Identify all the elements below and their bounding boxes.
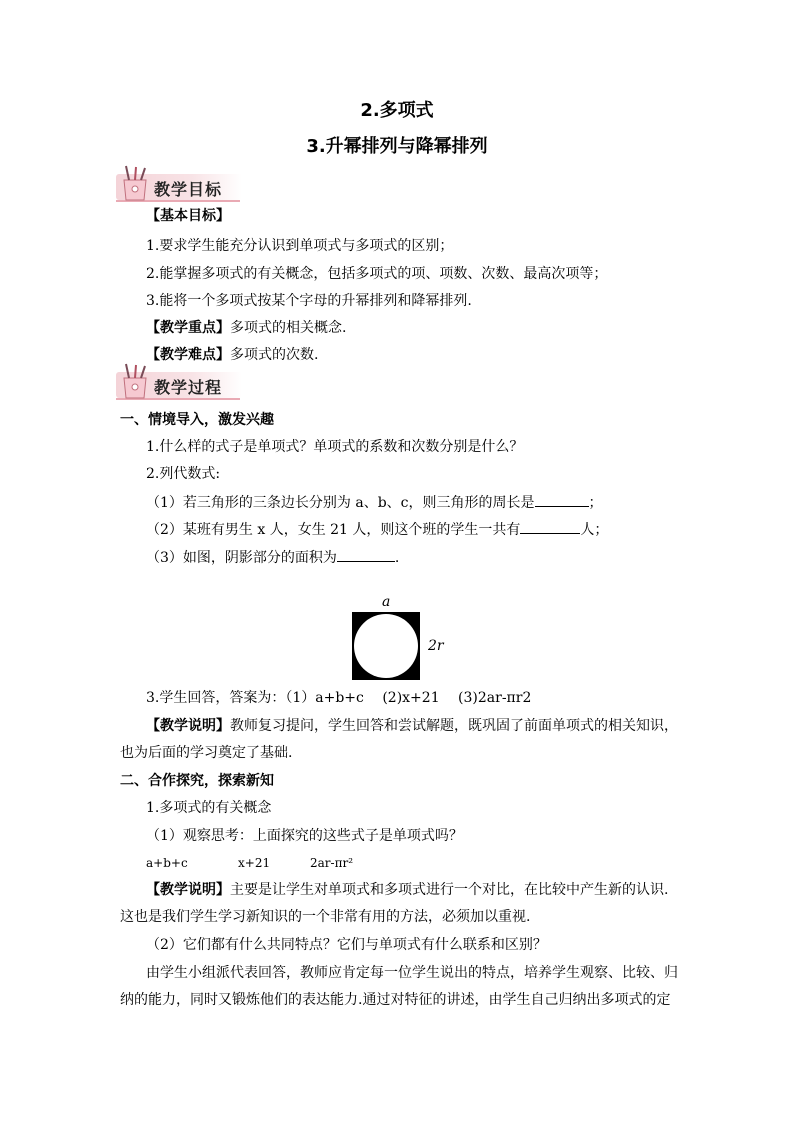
paragraph-line-2: 纳的能力，同时又锻炼他们的表达能力.通过对特征的讲述，由学生自己归纳出多项式的定 bbox=[120, 992, 671, 1008]
answer-blank bbox=[535, 492, 589, 507]
note-label: 【教学说明】 bbox=[146, 718, 230, 734]
section-header-teaching-goals bbox=[116, 174, 242, 204]
note2-text-1: 主要是让学生对单项式和多项式进行一个对比，在比较中产生新的认识. bbox=[230, 882, 669, 898]
difficult-point-line bbox=[146, 345, 318, 365]
goal-item-3: 3.能将一个多项式按某个字母的升幂排列和降幂排列. bbox=[146, 293, 472, 309]
expression-3: 2ar-πr² bbox=[310, 856, 354, 870]
section-header-label: 教学过程 bbox=[154, 378, 223, 397]
note-line-1 bbox=[146, 716, 678, 736]
question-2-2-end: 人； bbox=[580, 522, 609, 538]
question-2-3 bbox=[146, 547, 399, 568]
answer-line: 3.学生回答，答案为：（1）a+b+c (2)x+21 (3)2ar-πr2 bbox=[146, 690, 532, 706]
key-point-line bbox=[146, 318, 346, 338]
answer-blank bbox=[337, 547, 395, 562]
goal-item-1: 1.要求学生能充分认识到单项式与多项式的区别； bbox=[146, 238, 454, 254]
question-2-2 bbox=[146, 519, 608, 540]
part-1-title: 一、情境导入，激发兴趣 bbox=[120, 412, 274, 428]
basic-goal-label: 【基本目标】 bbox=[146, 208, 230, 224]
note2-line-1 bbox=[146, 880, 668, 900]
concept-heading: 1.多项式的有关概念 bbox=[146, 800, 272, 816]
section-header-teaching-process bbox=[116, 372, 242, 402]
question-2-1-text: （1）若三角形的三条边长分别为 a、b、c，则三角形的周长是 bbox=[146, 495, 535, 511]
goal-item-2: 2.能掌握多项式的有关概念，包括多项式的项、项数、次数、最高次项等； bbox=[146, 266, 608, 282]
common-feature-question: （2）它们都有什么共同特点？它们与单项式有什么联系和区别？ bbox=[146, 937, 547, 953]
note-line-2: 也为后面的学习奠定了基础. bbox=[120, 745, 293, 761]
question-2-3-end: . bbox=[394, 550, 400, 566]
key-point-text: 多项式的相关概念. bbox=[230, 320, 347, 336]
expression-1: a+b+c bbox=[146, 856, 188, 870]
main-title: 2.多项式 bbox=[360, 100, 434, 121]
sub-title: 3.升幂排列与降幂排列 bbox=[306, 136, 488, 157]
part-2-title: 二、合作探究，探索新知 bbox=[120, 773, 274, 789]
question-2-3-text: （3）如图，阴影部分的面积为 bbox=[146, 550, 337, 566]
section-header-label: 教学目标 bbox=[154, 180, 223, 199]
inscribed-circle bbox=[354, 614, 418, 678]
pencil-cup-icon bbox=[118, 164, 152, 202]
difficult-point-label: 【教学难点】 bbox=[146, 347, 230, 363]
question-2-1-end: ； bbox=[588, 495, 603, 511]
key-point-label: 【教学重点】 bbox=[146, 320, 230, 336]
square-with-circle-figure bbox=[352, 612, 420, 680]
note-text-1: 教师复习提问，学生回答和尝试解题，既巩固了前面单项式的相关知识， bbox=[230, 718, 678, 734]
question-2-1 bbox=[146, 492, 603, 513]
note2-line-2: 这也是我们学生学习新知识的一个非常有用的方法，必须加以重视. bbox=[120, 909, 531, 925]
question-1: 1.什么样的式子是单项式？单项式的系数和次数分别是什么？ bbox=[146, 439, 524, 455]
difficult-point-text: 多项式的次数. bbox=[230, 347, 319, 363]
question-2-2-text: （2）某班有男生 x 人，女生 21 人，则这个班的学生一共有 bbox=[146, 522, 521, 538]
expression-2: x+21 bbox=[238, 856, 271, 870]
pencil-cup-icon bbox=[118, 362, 152, 400]
note2-label: 【教学说明】 bbox=[146, 882, 230, 898]
question-2: 2.列代数式: bbox=[146, 466, 221, 482]
paragraph-line-1: 由学生小组派代表回答，教师应肯定每一位学生说出的特点，培养学生观察、比较、归 bbox=[146, 965, 678, 981]
figure-side-label: 2r bbox=[428, 638, 444, 654]
answer-blank bbox=[520, 519, 580, 534]
figure-top-label: a bbox=[382, 594, 391, 610]
observe-question: （1）观察思考：上面探究的这些式子是单项式吗？ bbox=[146, 828, 463, 844]
